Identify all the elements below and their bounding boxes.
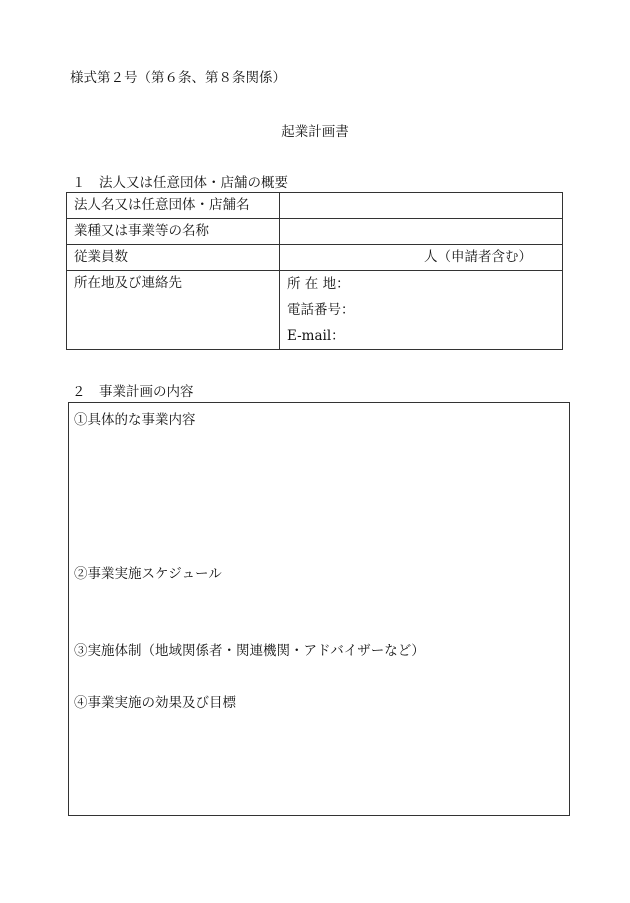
employees-suffix: 人（申請者含む）: [424, 249, 532, 265]
employees-value-cell[interactable]: [280, 245, 563, 271]
employees-label: 従業員数: [67, 245, 280, 271]
phone-line: 電話番号：: [287, 302, 355, 318]
plan-item-business-details: ①具体的な事業内容: [74, 412, 196, 428]
table-row: [67, 271, 563, 350]
address-label: 所在地及び連絡先: [67, 271, 280, 350]
table-row: [67, 219, 563, 245]
business-plan-box[interactable]: [68, 402, 570, 816]
industry-label: 業種又は事業等の名称: [67, 219, 280, 245]
table-row: [67, 193, 563, 219]
name-value-cell[interactable]: [280, 193, 563, 219]
plan-item-schedule: ②事業実施スケジュール: [74, 566, 222, 582]
section2-heading: ２ 事業計画の内容: [72, 384, 194, 400]
form-number: 様式第２号（第６条、第８条関係）: [70, 70, 286, 86]
section1-heading: １ 法人又は任意団体・店舗の概要: [72, 175, 288, 191]
address-line: 所 在 地：: [287, 276, 350, 292]
table-row: [67, 245, 563, 271]
name-label: 法人名又は任意団体・店舗名: [67, 193, 280, 219]
plan-item-structure: ③実施体制（地域関係者・関連機関・アドバイザーなど）: [74, 643, 425, 659]
industry-value-cell[interactable]: [280, 219, 563, 245]
email-line: E-mail：: [287, 328, 345, 344]
overview-table: [66, 192, 563, 350]
contact-cell[interactable]: [280, 271, 563, 350]
document-title: 起業計画書: [281, 124, 349, 140]
plan-item-effects-goals: ④事業実施の効果及び目標: [74, 695, 236, 711]
